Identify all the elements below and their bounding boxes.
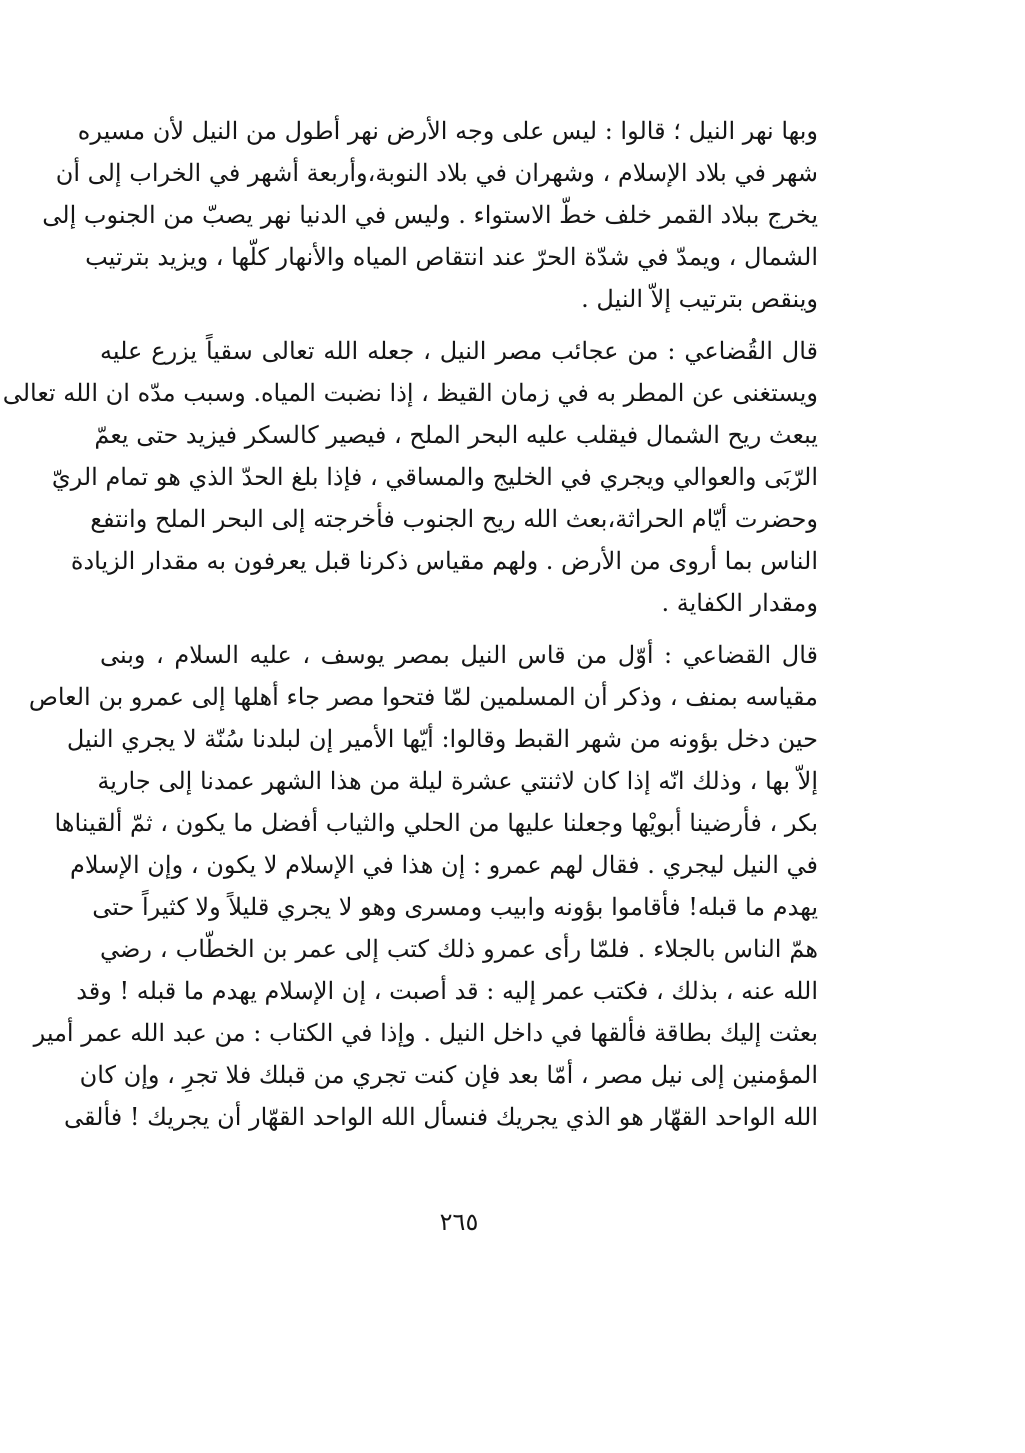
text-line: وينقص بترتيب إلاّ النيل . xyxy=(581,285,818,313)
text-line: وبها نهر النيل ؛ قالوا : ليس على وجه الأرض نهر أطول من النيل لأن مسيره xyxy=(77,117,818,145)
text-line: شهر في بلاد الإسلام ، وشهران في بلاد النوبة،وأربعة أشهر في الخراب إلى أن xyxy=(55,159,818,187)
text-line: في النيل ليجري . فقال لهم عمرو : إن هذا في الإسلام لا يكون ، وإن الإسلام xyxy=(70,851,818,879)
text-line: إلاّ بها ، وذلك انّه إذا كان لاثنتي عشرة ليلة من هذا الشهر عمدنا إلى جارية xyxy=(97,767,818,795)
text-line: قال القضاعي : أوّل من قاس النيل بمصر يوسف ، عليه السلام ، وبنى xyxy=(100,641,818,669)
paragraph-qudai-wonders xyxy=(2,330,818,624)
text-line: الناس بما أروى من الأرض . ولهم مقياس ذكرنا قبل يعرفون به مقدار الزيادة xyxy=(70,547,818,575)
text-line: قال القُضاعي : من عجائب مصر النيل ، جعله الله تعالى سقياً يزرع عليه xyxy=(100,337,818,365)
text-line: ومقدار الكفاية . xyxy=(661,589,818,617)
text-line: بعثت إليك بطاقة فألقها في داخل النيل . وإذا في الكتاب : من عبد الله عمر أمير xyxy=(33,1019,818,1047)
text-line: همّ الناس بالجلاء . فلمّا رأى عمرو ذلك كتب إلى عمر بن الخطّاب ، رضي xyxy=(100,935,818,963)
text-line: الشمال ، ويمدّ في شدّة الحرّ عند انتقاص المياه والأنهار كلّها ، ويزيد بترتيب xyxy=(85,243,818,271)
text-line: يخرج ببلاد القمر خلف خطّ الاستواء . وليس في الدنيا نهر يصبّ من الجنوب إلى xyxy=(42,201,818,229)
text-line: حين دخل بؤونه من شهر القبط وقالوا: أيّها الأمير إن لبلدنا سُنّة لا يجري النيل xyxy=(66,725,818,753)
book-page xyxy=(2,110,818,1380)
page-number: ٢٦٥ xyxy=(439,1208,479,1236)
text-line: الله عنه ، بذلك ، فكتب عمر إليه : قد أصبت ، إن الإسلام يهدم ما قبله ! وقد xyxy=(76,977,818,1005)
paragraph-qudai-measure xyxy=(28,634,818,1138)
text-line: وحضرت أيّام الحراثة،بعث الله ريح الجنوب فأخرجته إلى البحر الملح وانتفع xyxy=(90,505,818,533)
paragraph-nile xyxy=(42,110,818,320)
text-line: ويستغنى عن المطر به في زمان القيظ ، إذا نضبت المياه. وسبب مدّه ان الله تعالى xyxy=(2,379,818,407)
text-line: الله الواحد القهّار هو الذي يجريك فنسأل الله الواحد القهّار أن يجريك ! فألقى xyxy=(63,1103,818,1131)
paragraph-gap xyxy=(100,320,818,330)
paragraph-gap xyxy=(100,624,818,634)
text-line: بكر ، فأرضينا أبويْها وجعلنا عليها من الحلي والثياب أفضل ما يكون ، ثمّ ألقيناها xyxy=(54,809,818,837)
text-line: المؤمنين إلى نيل مصر ، أمّا بعد فإن كنت تجري من قبلك فلا تجرِ ، وإن كان xyxy=(79,1061,818,1089)
text-line: مقياسه بمنف ، وذكر أن المسلمين لمّا فتحوا مصر جاء أهلها إلى عمرو بن العاص xyxy=(28,683,818,711)
text-line: الرّبَى والعوالي ويجري في الخليج والمساقي ، فإذا بلغ الحدّ الذي هو تمام الريّ xyxy=(51,463,818,491)
text-line: يهدم ما قبله! فأقاموا بؤونه وابيب ومسرى وهو لا يجري قليلاً ولا كثيراً حتى xyxy=(92,893,818,921)
text-line: يبعث ريح الشمال فيقلب عليه البحر الملح ، فيصير كالسكر فيزيد حتى يعمّ xyxy=(94,421,818,449)
